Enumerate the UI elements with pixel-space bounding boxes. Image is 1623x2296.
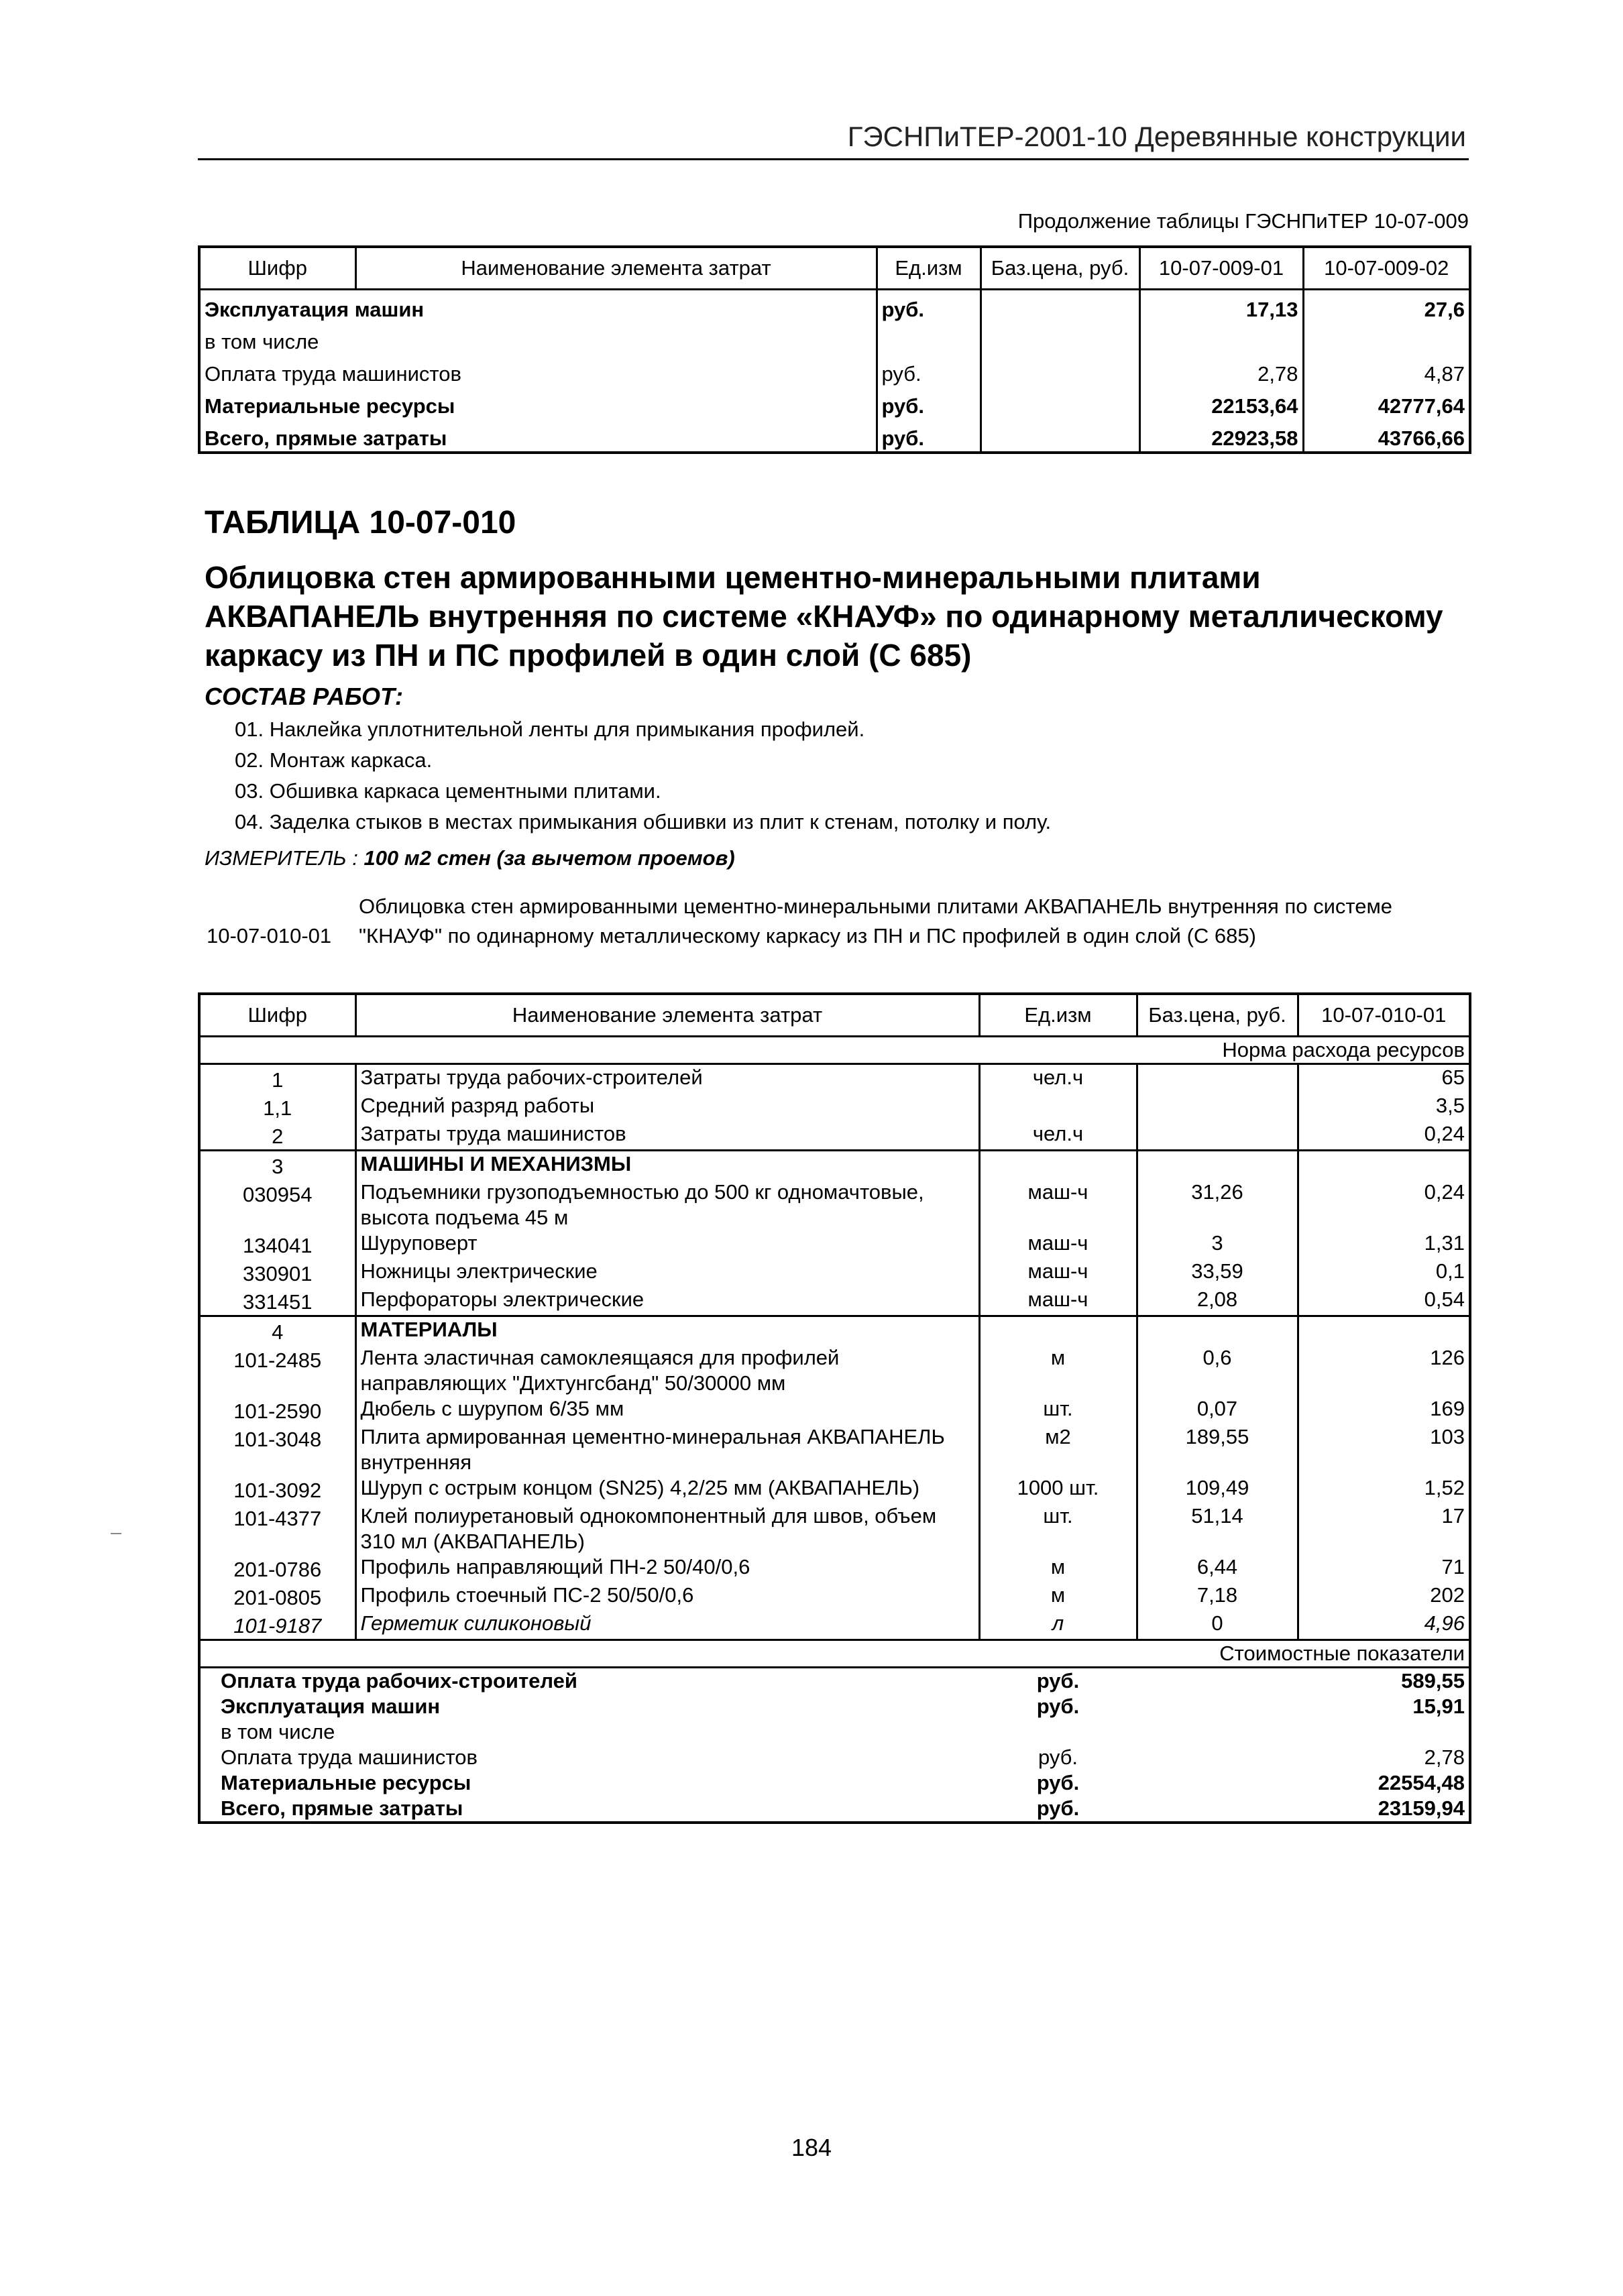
base-price-cell: [981, 419, 1139, 453]
norm-value: 0,54: [1424, 1287, 1465, 1311]
base-price-cell: [1137, 1151, 1298, 1180]
norm-value: 202: [1430, 1583, 1465, 1607]
norm-value: 126: [1430, 1346, 1465, 1369]
cost-item-name: Материальные ресурсы: [199, 387, 877, 419]
resource-name: Средний разряд работы: [355, 1093, 979, 1121]
value-cell: 17,13: [1139, 290, 1303, 323]
column-header: 10-07-010-01: [1298, 994, 1470, 1037]
resource-code: 201-0786: [199, 1554, 355, 1583]
work-step: 03. Обшивка каркаса цементными плитами.: [235, 779, 661, 803]
work-step: 01. Наклейка уплотнительной ленты для примыкания профилей.: [235, 718, 865, 741]
column-header: Наименование элемента затрат: [355, 994, 979, 1037]
base-price-cell: [981, 290, 1139, 323]
resource-code: 101-3048: [199, 1424, 355, 1475]
table-header-row: [199, 247, 1470, 290]
norm-value: 71: [1441, 1555, 1465, 1578]
table-row: [199, 1316, 1470, 1346]
empty-cell: [1137, 1668, 1298, 1695]
empty-cell: [1137, 1694, 1298, 1719]
base-price-cell: 2,08: [1137, 1287, 1298, 1316]
unit-cell: шт.: [979, 1503, 1137, 1554]
total-row: [199, 1668, 1470, 1695]
value-cell: 2,78: [1139, 355, 1303, 387]
unit-cell: руб.: [877, 290, 981, 323]
total-row: [199, 1796, 1470, 1823]
unit-cell: [979, 1719, 1137, 1745]
value-cell: 4,87: [1424, 362, 1465, 386]
table-row: [199, 1424, 1470, 1475]
cost-item-name: Эксплуатация машин: [199, 290, 877, 323]
unit-cell: м: [979, 1583, 1137, 1611]
empty-cell: [1137, 1796, 1298, 1823]
section-title: Облицовка стен армированными цементно-минеральными плитами АКВАПАНЕЛЬ внутренняя по системе «КНАУФ» по одинарному металлическому каркасу из ПН и ПС профилей в один слой (С 685): [205, 560, 1443, 673]
resource-code: 101-2590: [199, 1396, 355, 1424]
resource-code: 134041: [199, 1230, 355, 1259]
table-row: [199, 1259, 1470, 1287]
norm-label: Норма расхода ресурсов: [199, 1037, 1470, 1064]
work-composition-label: СОСТАВ РАБОТ:: [205, 683, 403, 710]
value-cell: 43766,66: [1378, 426, 1465, 450]
total-value: 15,91: [1412, 1695, 1465, 1718]
table-row: [199, 1396, 1470, 1424]
work-step: 04. Заделка стыков в местах примыкания обшивки из плит к стенам, потолку и полу.: [235, 810, 1052, 834]
total-name: Оплата труда рабочих-строителей: [221, 1669, 577, 1692]
item-description: Облицовка стен армированными цементно-минеральными плитами АКВАПАНЕЛЬ внутренняя по системе "КНАУФ" по одинарному металлическому каркасу из ПН и ПС профилей в один слой (С 685): [359, 895, 1393, 948]
base-price-cell: 31,26: [1137, 1180, 1298, 1230]
value-cell: [1139, 323, 1303, 355]
table-row: [199, 1583, 1470, 1611]
total-name: в том числе: [221, 1720, 335, 1743]
total-name: Всего, прямые затраты: [221, 1796, 463, 1820]
unit-cell: м2: [979, 1424, 1137, 1475]
cost-label: Стоимостные показатели: [199, 1640, 1470, 1668]
resource-name: Лента эластичная самоклеящаяся для профилей направляющих "Дихтунгсбанд" 50/30000 мм: [355, 1345, 979, 1396]
norm-value: 169: [1430, 1397, 1465, 1420]
base-price-cell: [981, 387, 1139, 419]
table-row: [199, 323, 1470, 355]
unit-cell: маш-ч: [979, 1230, 1137, 1259]
value-cell: 42777,64: [1378, 394, 1465, 418]
empty-cell: [1137, 1745, 1298, 1770]
unit-cell: маш-ч: [979, 1180, 1137, 1230]
unit-cell: руб.: [1036, 1796, 1080, 1820]
resource-name: Плита армированная цементно-минеральная АКВАПАНЕЛЬ внутренняя: [355, 1424, 979, 1475]
total-name: Материальные ресурсы: [221, 1771, 471, 1794]
resource-code: 030954: [199, 1180, 355, 1230]
base-price-cell: 6,44: [1137, 1554, 1298, 1583]
resource-code: 1: [199, 1064, 355, 1094]
measure-unit-line: [205, 846, 735, 870]
norm-value: 17: [1441, 1504, 1465, 1528]
table-row: [199, 1345, 1470, 1396]
table-row: [199, 1230, 1470, 1259]
resource-name: МАТЕРИАЛЫ: [355, 1316, 979, 1346]
table-number-heading: ТАБЛИЦА 10-07-010: [205, 505, 516, 540]
total-row: [199, 1745, 1470, 1770]
base-price-cell: 33,59: [1137, 1259, 1298, 1287]
resource-name: Герметик силиконовый: [355, 1611, 979, 1640]
table-row: [199, 1475, 1470, 1503]
total-name: Эксплуатация машин: [221, 1695, 441, 1718]
column-header: Ед.изм: [979, 994, 1137, 1037]
table-row: [199, 1121, 1470, 1151]
norm-value: 0,24: [1424, 1122, 1465, 1145]
unit-cell: руб.: [877, 355, 981, 387]
table-row: [199, 1180, 1470, 1230]
column-header: Шифр: [199, 994, 355, 1037]
base-price-cell: 51,14: [1137, 1503, 1298, 1554]
total-value: 589,55: [1401, 1669, 1465, 1692]
norm-value: 65: [1441, 1066, 1465, 1089]
unit-cell: руб.: [877, 387, 981, 419]
norm-value: [1298, 1316, 1470, 1346]
base-price-cell: 7,18: [1137, 1583, 1298, 1611]
table-row: [199, 1151, 1470, 1180]
unit-cell: [979, 1316, 1137, 1346]
total-row: [199, 1694, 1470, 1719]
norm-label-row: [199, 1037, 1470, 1064]
column-header: 10-07-009-02: [1303, 247, 1470, 290]
table-row: [199, 1503, 1470, 1554]
unit-cell: 1000 шт.: [979, 1475, 1137, 1503]
unit-cell: чел.ч: [979, 1121, 1137, 1151]
base-price-cell: [1137, 1121, 1298, 1151]
unit-cell: [877, 323, 981, 355]
measure-unit-value: 100 м2 стен (за вычетом проемов): [363, 846, 735, 870]
base-price-cell: 0,07: [1137, 1396, 1298, 1424]
base-price-cell: [1137, 1316, 1298, 1346]
total-value: 23159,94: [1378, 1796, 1465, 1820]
column-header: Шифр: [199, 247, 355, 290]
resource-code: 331451: [199, 1287, 355, 1316]
resource-name: Шуруп с острым концом (SN25) 4,2/25 мм (АКВАПАНЕЛЬ): [355, 1475, 979, 1503]
resource-code: 101-2485: [199, 1345, 355, 1396]
table-header-row: [199, 994, 1470, 1037]
table-continuation-caption: Продолжение таблицы ГЭСНПиТЕР 10-07-009: [1017, 209, 1469, 233]
resource-code: 2: [199, 1121, 355, 1151]
header-rule: [198, 158, 1469, 160]
resource-name: Затраты труда рабочих-строителей: [355, 1064, 979, 1094]
total-value: 22554,48: [1378, 1771, 1465, 1794]
value-cell: 27,6: [1424, 298, 1465, 321]
table-row: [199, 1287, 1470, 1316]
total-value: [1298, 1719, 1470, 1745]
work-step: 02. Монтаж каркаса.: [235, 748, 433, 772]
resource-name: Перфораторы электрические: [355, 1287, 979, 1316]
value-cell: 22923,58: [1139, 419, 1303, 453]
resource-name: МАШИНЫ И МЕХАНИЗМЫ: [355, 1151, 979, 1180]
table-row: [199, 1093, 1470, 1121]
column-header: Ед.изм: [877, 247, 981, 290]
column-header: Наименование элемента затрат: [355, 247, 877, 290]
item-code: 10-07-010-01: [207, 924, 332, 948]
resource-code: 4: [199, 1316, 355, 1346]
resource-name: Подъемники грузоподъемностью до 500 кг одномачтовые, высота подъема 45 м: [355, 1180, 979, 1230]
unit-cell: руб.: [1036, 1695, 1080, 1718]
total-row: [199, 1770, 1470, 1796]
unit-cell: руб.: [1036, 1669, 1080, 1692]
norm-value: 1,52: [1424, 1476, 1465, 1499]
norm-value: [1298, 1151, 1470, 1180]
base-price-cell: [1137, 1064, 1298, 1094]
value-cell: [1303, 323, 1470, 355]
page-number: 184: [791, 2134, 832, 2161]
unit-cell: м: [979, 1345, 1137, 1396]
unit-cell: [979, 1093, 1137, 1121]
unit-cell: чел.ч: [979, 1064, 1137, 1094]
base-price-cell: 189,55: [1137, 1424, 1298, 1475]
unit-cell: шт.: [979, 1396, 1137, 1424]
measure-unit-label: ИЗМЕРИТЕЛЬ :: [205, 846, 358, 870]
empty-cell: [1137, 1719, 1298, 1745]
unit-cell: [979, 1151, 1137, 1180]
unit-cell: руб.: [877, 419, 981, 453]
resource-code: 1,1: [199, 1093, 355, 1121]
column-header: 10-07-009-01: [1139, 247, 1303, 290]
unit-cell: руб.: [1036, 1771, 1080, 1794]
table-row: [199, 1064, 1470, 1094]
cost-label-row: [199, 1640, 1470, 1668]
resource-name: Затраты труда машинистов: [355, 1121, 979, 1151]
base-price-cell: 0: [1137, 1611, 1298, 1640]
resource-name: Профиль направляющий ПН-2 50/40/0,6: [355, 1554, 979, 1583]
cost-item-name: Оплата труда машинистов: [199, 355, 877, 387]
scan-mark: [111, 1533, 121, 1534]
resource-code: 3: [199, 1151, 355, 1180]
unit-cell: руб.: [1038, 1745, 1078, 1769]
table-row: [199, 1611, 1470, 1640]
resource-code: 101-9187: [199, 1611, 355, 1640]
resource-code: 330901: [199, 1259, 355, 1287]
resource-code: 101-4377: [199, 1503, 355, 1554]
unit-cell: маш-ч: [979, 1259, 1137, 1287]
norm-value: 4,96: [1424, 1611, 1465, 1635]
unit-cell: м: [979, 1554, 1137, 1583]
cost-item-name: Всего, прямые затраты: [199, 419, 877, 453]
total-value: 2,78: [1424, 1745, 1465, 1769]
resource-name: Профиль стоечный ПС-2 50/50/0,6: [355, 1583, 979, 1611]
norm-value: 0,24: [1424, 1180, 1465, 1204]
total-row: [199, 1719, 1470, 1745]
column-header: Баз.цена, руб.: [981, 247, 1139, 290]
norm-value: 103: [1430, 1425, 1465, 1448]
empty-cell: [1137, 1770, 1298, 1796]
continuation-table: [198, 245, 1471, 454]
resource-code: 101-3092: [199, 1475, 355, 1503]
table-row: [199, 1554, 1470, 1583]
cost-item-name: в том числе: [199, 323, 877, 355]
base-price-cell: [1137, 1093, 1298, 1121]
base-price-cell: 109,49: [1137, 1475, 1298, 1503]
table-row: [199, 290, 1470, 323]
resource-norms-table: [198, 992, 1471, 1824]
norm-value: 0,1: [1435, 1259, 1465, 1283]
value-cell: 22153,64: [1139, 387, 1303, 419]
table-row: [199, 387, 1470, 419]
document-header-title: ГЭСНПиТЕР-2001-10 Деревянные конструкции: [847, 121, 1466, 152]
base-price-cell: 0,6: [1137, 1345, 1298, 1396]
total-name: Оплата труда машинистов: [221, 1745, 478, 1769]
base-price-cell: 3: [1137, 1230, 1298, 1259]
unit-cell: маш-ч: [979, 1287, 1137, 1316]
resource-name: Клей полиуретановый однокомпонентный для швов, объем 310 мл (АКВАПАНЕЛЬ): [355, 1503, 979, 1554]
norm-value: 3,5: [1435, 1094, 1465, 1117]
norm-value: 1,31: [1424, 1231, 1465, 1255]
resource-name: Ножницы электрические: [355, 1259, 979, 1287]
table-row: [199, 355, 1470, 387]
resource-code: 201-0805: [199, 1583, 355, 1611]
base-price-cell: [981, 323, 1139, 355]
unit-cell: л: [979, 1611, 1137, 1640]
base-price-cell: [981, 355, 1139, 387]
table-row: [199, 419, 1470, 453]
resource-name: Шуруповерт: [355, 1230, 979, 1259]
resource-name: Дюбель с шурупом 6/35 мм: [355, 1396, 979, 1424]
column-header: Баз.цена, руб.: [1137, 994, 1298, 1037]
